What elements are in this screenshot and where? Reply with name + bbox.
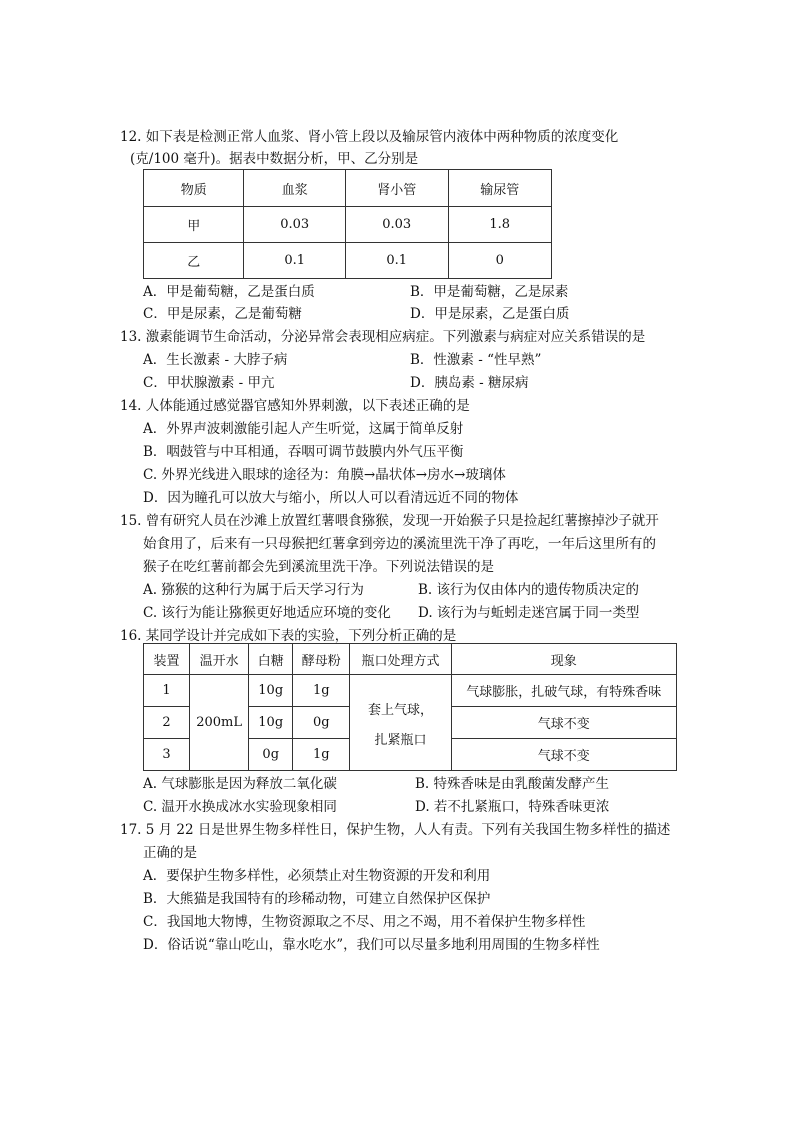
q16-option-b: B. 特殊香味是由乳酸菌发酵产生 [415, 776, 610, 792]
q15-option-b: B. 该行为仅由体内的遗传物质决定的 [418, 582, 640, 598]
q17-stem-line2: 正确的是 [143, 845, 197, 861]
table-cell: 乙 [144, 243, 244, 279]
q16-option-c: C. 温开水换成冰水实验现象相同 [143, 799, 337, 815]
table-row [144, 644, 677, 675]
q17-stem-line1: 17. 5 月 22 日是世界生物多样性日，保护生物，人人有责。下列有关我国生物多样性的描述 [120, 822, 671, 838]
q14-option-c: C. 外界光线进入眼球的途径为：角膜→晶状体→房水→玻璃体 [143, 467, 506, 483]
q14-option-a: A．外界声波刺激能引起人产生听觉，这属于简单反射 [143, 421, 464, 437]
q13-option-b: B．性激素 - “性早熟” [410, 352, 542, 368]
table-cell: 0.1 [345, 243, 448, 279]
table-header: 装置 [144, 644, 190, 675]
table-header: 现象 [451, 644, 676, 675]
table-cell: 气球不变 [451, 707, 676, 739]
table-cell: 甲 [144, 207, 244, 243]
table-cell: 10g [249, 675, 293, 707]
table-cell: 0.03 [244, 207, 346, 243]
q13-stem: 13. 激素能调节生命活动，分泌异常会表现相应病症。下列激素与病症对应关系错误的是 [120, 329, 646, 345]
table-cell: 3 [144, 739, 190, 771]
table-header: 血浆 [244, 170, 346, 207]
q14-option-d: D．因为瞳孔可以放大与缩小，所以人可以看清远近不同的物体 [143, 490, 519, 506]
treatment-line1: 套上气球， [367, 702, 433, 718]
table-header: 白糖 [249, 644, 293, 675]
q13-option-a: A．生长激素 - 大脖子病 [143, 352, 288, 368]
q16-option-a: A. 气球膨胀是因为释放二氧化碳 [143, 776, 337, 792]
q17-option-a: A．要保护生物多样性，必须禁止对生物资源的开发和利用 [143, 868, 491, 884]
table-header: 温开水 [190, 644, 249, 675]
table-row [144, 675, 677, 707]
table-cell: 气球膨胀，扎破气球，有特殊香味 [451, 675, 676, 707]
table-row [144, 170, 552, 207]
table-cell-water: 200mL [190, 675, 249, 771]
table-cell: 0 [448, 243, 552, 279]
q15-option-a: A. 猕猴的这种行为属于后天学习行为 [143, 582, 364, 598]
q15-option-d: D. 该行为与蚯蚓走迷宫属于同一类型 [418, 605, 640, 621]
q13-option-c: C．甲状腺激素 - 甲亢 [143, 375, 275, 391]
treatment-line2: 扎紧瓶口 [374, 732, 427, 748]
q12-option-d: D．甲是尿素，乙是蛋白质 [410, 306, 570, 322]
q15-stem-line2: 始食用了，后来有一只母猴把红薯拿到旁边的溪流里洗干净了再吃，一年后这里所有的 [143, 536, 656, 552]
q12-stem-line1: 12. 如下表是检测正常人血浆、肾小管上段以及输尿管内液体中两种物质的浓度变化 [120, 129, 619, 145]
table-cell: 2 [144, 707, 190, 739]
q17-option-b: B．大熊猫是我国特有的珍稀动物，可建立自然保护区保护 [143, 891, 491, 907]
table-header: 肾小管 [345, 170, 448, 207]
table-cell: 1 [144, 675, 190, 707]
q15-option-c: C. 该行为能让猕猴更好地适应环境的变化 [143, 605, 391, 621]
q17-option-c: C．我国地大物博，生物资源取之不尽、用之不竭，用不着保护生物多样性 [143, 914, 586, 930]
q12-option-c: C．甲是尿素，乙是葡萄糖 [143, 306, 302, 322]
table-header: 输尿管 [448, 170, 552, 207]
table-cell: 气球不变 [451, 739, 676, 771]
q16-option-d: D. 若不扎紧瓶口，特殊香味更浓 [415, 799, 610, 815]
table-cell: 0g [293, 707, 350, 739]
table-cell: 0.1 [244, 243, 346, 279]
q12-option-a: A．甲是葡萄糖，乙是蛋白质 [143, 284, 315, 300]
q15-stem-line3: 猴子在吃红薯前都会先到溪流里洗干净。下列说法错误的是 [143, 559, 494, 575]
q15-stem-line1: 15. 曾有研究人员在沙滩上放置红薯喂食猕猴，发现一开始猴子只是捡起红薯擦掉沙子就开 [120, 513, 659, 529]
table-cell: 1g [293, 739, 350, 771]
q12-stem-line2: (克/100 毫升)。据表中数据分析，甲、乙分别是 [130, 151, 419, 167]
q13-option-d: D．胰岛素 - 糖尿病 [410, 375, 529, 391]
table-header: 酵母粉 [293, 644, 350, 675]
q12-table [143, 169, 552, 279]
table-row [144, 207, 552, 243]
table-cell: 0.03 [345, 207, 448, 243]
q17-option-d: D．俗话说“靠山吃山，靠水吃水”，我们可以尽量多地利用周围的生物多样性 [143, 937, 600, 953]
table-cell: 0g [249, 739, 293, 771]
table-header: 瓶口处理方式 [350, 644, 451, 675]
q16-table [143, 643, 677, 771]
table-cell: 1.8 [448, 207, 552, 243]
table-row [144, 243, 552, 279]
table-cell-treatment [350, 675, 451, 771]
q14-stem: 14. 人体能通过感觉器官感知外界刺激，以下表述正确的是 [120, 398, 470, 414]
q14-option-b: B．咽鼓管与中耳相通，吞咽可调节鼓膜内外气压平衡 [143, 444, 464, 460]
q16-stem: 16. 某同学设计并完成如下表的实验，下列分析正确的是 [120, 628, 457, 644]
q12-option-b: B．甲是葡萄糖，乙是尿素 [410, 284, 569, 300]
table-cell: 1g [293, 675, 350, 707]
table-cell: 10g [249, 707, 293, 739]
table-header: 物质 [144, 170, 244, 207]
